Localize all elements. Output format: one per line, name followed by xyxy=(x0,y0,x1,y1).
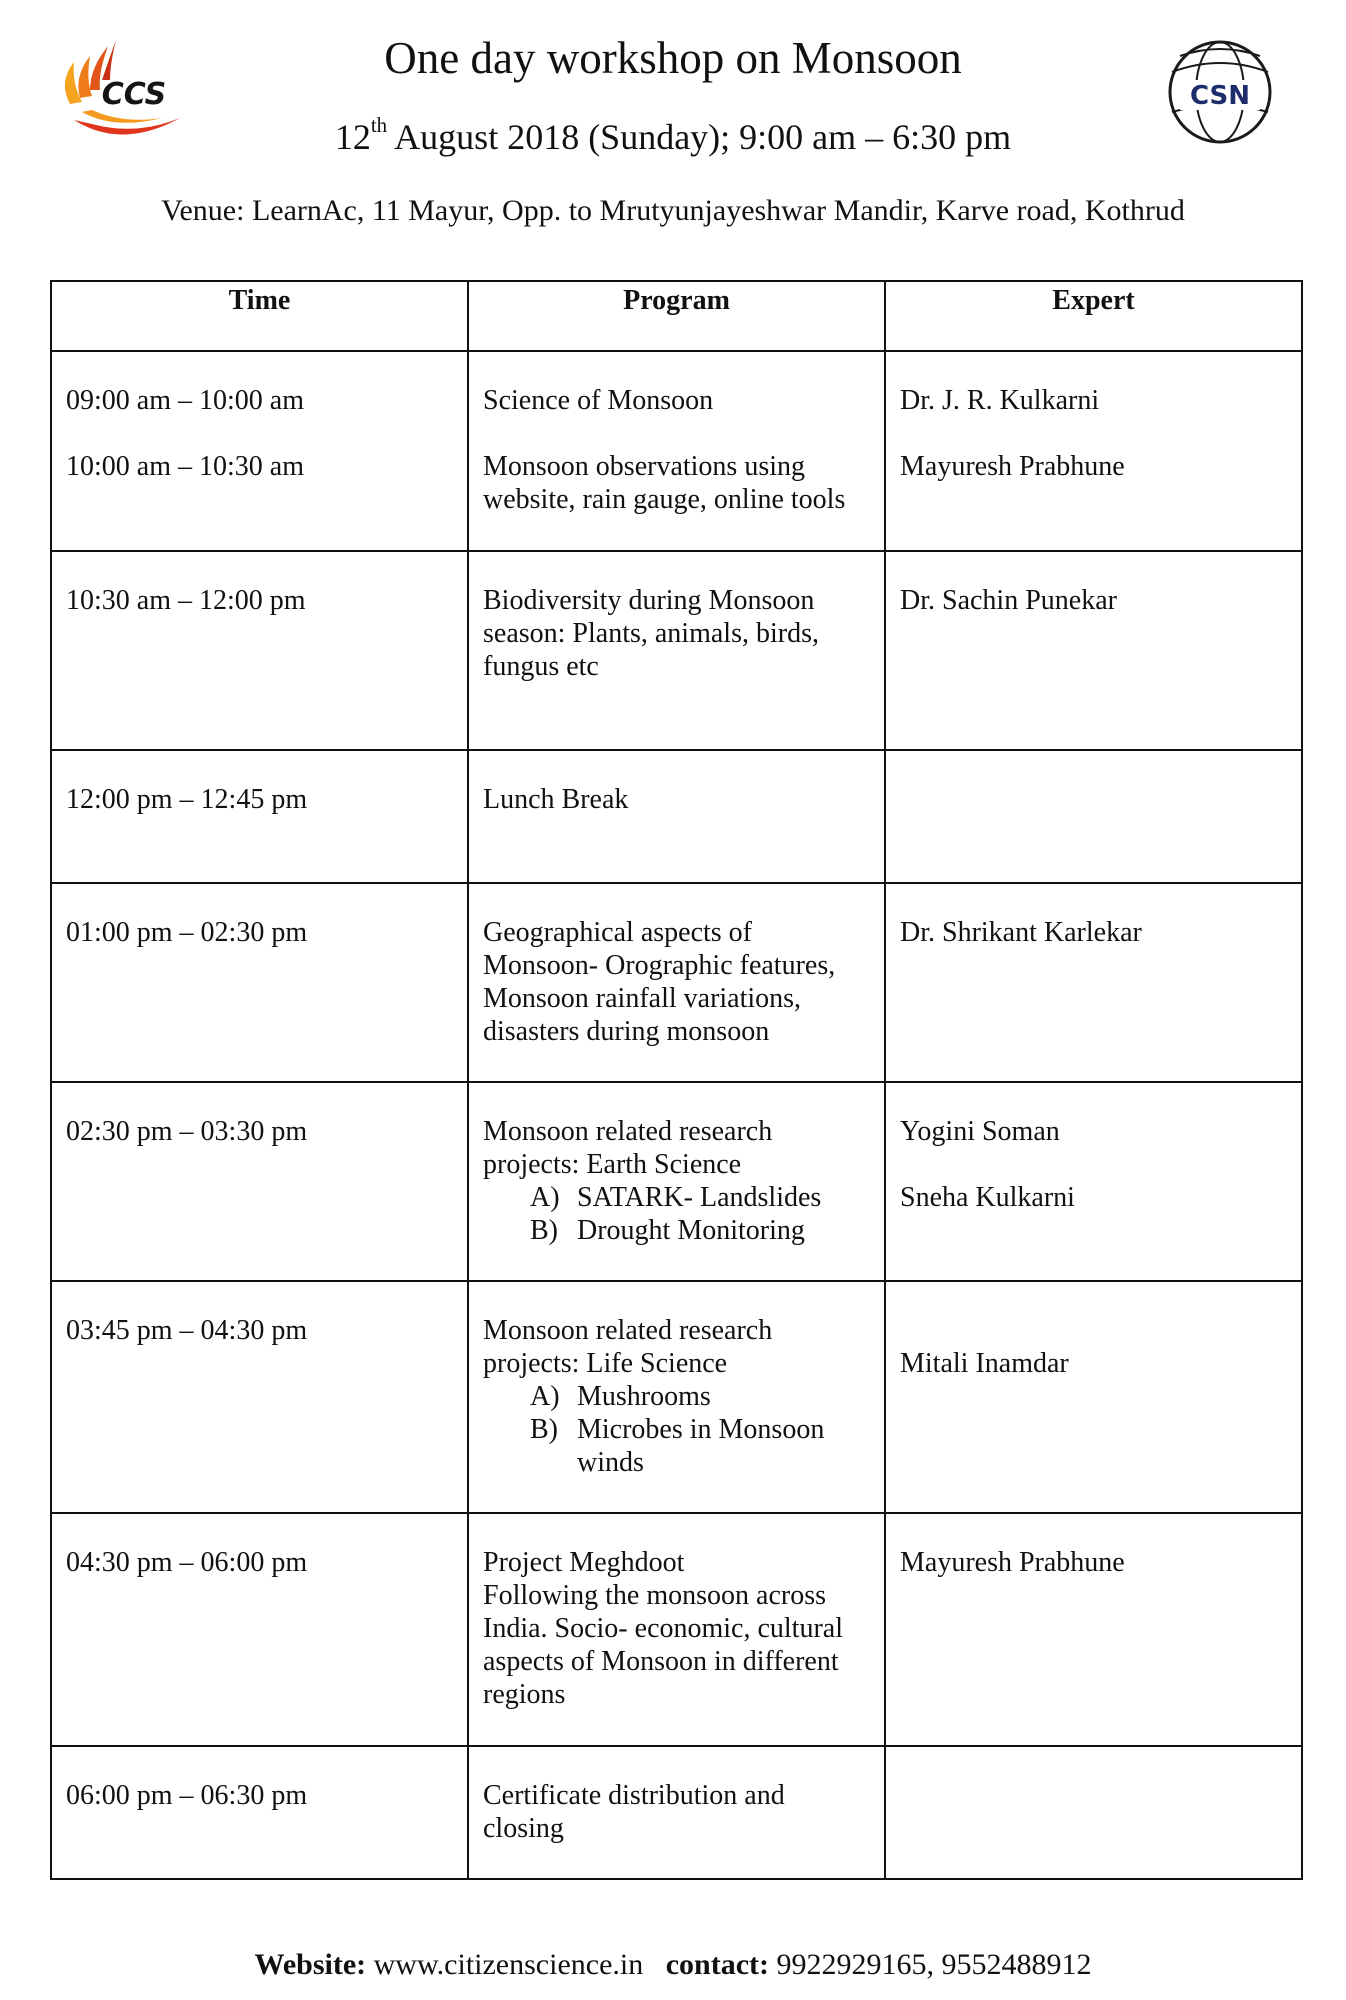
svg-text:CSN: CSN xyxy=(1189,81,1251,111)
sub-item-line: winds xyxy=(577,1447,644,1478)
list-marker: A) xyxy=(530,1381,560,1412)
table-row xyxy=(51,351,1302,551)
list-item xyxy=(530,1413,870,1479)
time-cell xyxy=(51,750,468,883)
time-cell xyxy=(51,551,468,750)
program-line: disasters during monsoon xyxy=(483,1016,770,1047)
program-line: aspects of Monsoon in different xyxy=(483,1646,839,1677)
svg-text:CCS: CCS xyxy=(101,77,167,112)
expert-name: Sneha Kulkarni xyxy=(900,1182,1075,1213)
time-cell xyxy=(51,1746,468,1879)
time-value: 10:30 am – 12:00 pm xyxy=(66,585,306,616)
list-item xyxy=(530,1380,870,1413)
column-header-time: Time xyxy=(51,281,468,351)
website-link[interactable]: www.citizenscience.in xyxy=(366,1948,644,1981)
column-header-program: Program xyxy=(468,281,885,351)
table-row xyxy=(51,1281,1302,1513)
program-line: Monsoon rainfall variations, xyxy=(483,983,802,1014)
venue: Venue: LearnAc, 11 Mayur, Opp. to Mrutyunjayeshwar Mandir, Karve road, Kothrud xyxy=(161,194,1185,227)
program-line: Project Meghdoot xyxy=(483,1547,685,1578)
expert-name: Mayuresh Prabhune xyxy=(900,1547,1125,1578)
time-value: 09:00 am – 10:00 am xyxy=(66,385,304,416)
program-line: Science of Monsoon xyxy=(483,385,714,416)
program-line: projects: Life Science xyxy=(483,1348,728,1379)
time-cell xyxy=(51,1513,468,1746)
expert-cell xyxy=(885,551,1302,750)
program-line: Monsoon related research xyxy=(483,1116,773,1147)
time-cell xyxy=(51,883,468,1082)
table-row xyxy=(51,1082,1302,1281)
program-cell xyxy=(468,1281,885,1513)
expert-name: Mitali Inamdar xyxy=(900,1348,1069,1379)
time-cell xyxy=(51,1281,468,1513)
program-line: Biodiversity during Monsoon xyxy=(483,585,815,616)
sub-item-line: Drought Monitoring xyxy=(577,1215,805,1246)
expert-name: Dr. J. R. Kulkarni xyxy=(900,385,1100,416)
table-row xyxy=(51,1746,1302,1879)
program-line: website, rain gauge, online tools xyxy=(483,484,846,515)
contact-label: contact: xyxy=(665,1948,770,1981)
sub-item-line: SATARK- Landslides xyxy=(577,1182,822,1213)
page-title: One day workshop on Monsoon xyxy=(384,33,962,83)
expert-name: Yogini Soman xyxy=(900,1116,1060,1147)
list-item xyxy=(530,1214,870,1247)
program-cell xyxy=(468,551,885,750)
expert-cell xyxy=(885,1746,1302,1879)
time-cell xyxy=(51,351,468,551)
expert-cell xyxy=(885,351,1302,551)
program-cell xyxy=(468,1513,885,1746)
table-header-row xyxy=(51,281,1302,351)
list-item xyxy=(530,1181,870,1214)
program-line: Monsoon- Orographic features, xyxy=(483,950,836,981)
time-value: 02:30 pm – 03:30 pm xyxy=(66,1116,308,1147)
list-marker: B) xyxy=(530,1215,558,1246)
list-marker: A) xyxy=(530,1182,560,1213)
program-line: Lunch Break xyxy=(483,784,629,815)
time-value: 06:00 pm – 06:30 pm xyxy=(66,1780,308,1811)
time-value: 12:00 pm – 12:45 pm xyxy=(66,784,308,815)
program-line: closing xyxy=(483,1813,564,1844)
expert-cell xyxy=(885,1513,1302,1746)
program-line: Monsoon observations using xyxy=(483,451,805,482)
schedule-table xyxy=(50,280,1303,1880)
expert-cell xyxy=(885,1281,1302,1513)
footer xyxy=(0,1948,1346,1982)
program-cell xyxy=(468,1082,885,1281)
time-value: 03:45 pm – 04:30 pm xyxy=(66,1315,308,1346)
expert-name: Dr. Shrikant Karlekar xyxy=(900,917,1142,948)
time-value: 04:30 pm – 06:00 pm xyxy=(66,1547,308,1578)
program-cell xyxy=(468,883,885,1082)
program-cell xyxy=(468,351,885,551)
program-cell xyxy=(468,750,885,883)
program-line: season: Plants, animals, birds, xyxy=(483,618,819,649)
sub-item-line: Microbes in Monsoon xyxy=(577,1414,825,1445)
program-line: Monsoon related research xyxy=(483,1315,773,1346)
list-marker: B) xyxy=(530,1414,558,1445)
sub-item-list xyxy=(483,1380,870,1479)
column-header-expert: Expert xyxy=(885,281,1302,351)
program-line: regions xyxy=(483,1679,566,1710)
time-value: 10:00 am – 10:30 am xyxy=(66,451,304,482)
expert-cell xyxy=(885,750,1302,883)
sub-item-list xyxy=(483,1181,870,1247)
table-row xyxy=(51,551,1302,750)
program-line: projects: Earth Science xyxy=(483,1149,742,1180)
expert-cell xyxy=(885,883,1302,1082)
program-line: Following the monsoon across xyxy=(483,1580,826,1611)
website-label: Website: xyxy=(254,1948,367,1981)
table-row xyxy=(51,883,1302,1082)
time-value: 01:00 pm – 02:30 pm xyxy=(66,917,308,948)
expert-cell xyxy=(885,1082,1302,1281)
program-line: Certificate distribution and xyxy=(483,1780,785,1811)
table-row xyxy=(51,1513,1302,1746)
program-line: fungus etc xyxy=(483,651,599,682)
time-cell xyxy=(51,1082,468,1281)
event-date: 12th August 2018 (Sunday); 9:00 am – 6:30 pm xyxy=(334,113,1012,157)
contact-numbers: 9922929165, 9552488912 xyxy=(769,1948,1092,1981)
program-line: India. Socio- economic, cultural xyxy=(483,1613,843,1644)
expert-name: Dr. Sachin Punekar xyxy=(900,585,1117,616)
sub-item-line: Mushrooms xyxy=(577,1381,711,1412)
program-line: Geographical aspects of xyxy=(483,917,752,948)
table-row xyxy=(51,750,1302,883)
program-cell xyxy=(468,1746,885,1879)
expert-name: Mayuresh Prabhune xyxy=(900,451,1125,482)
